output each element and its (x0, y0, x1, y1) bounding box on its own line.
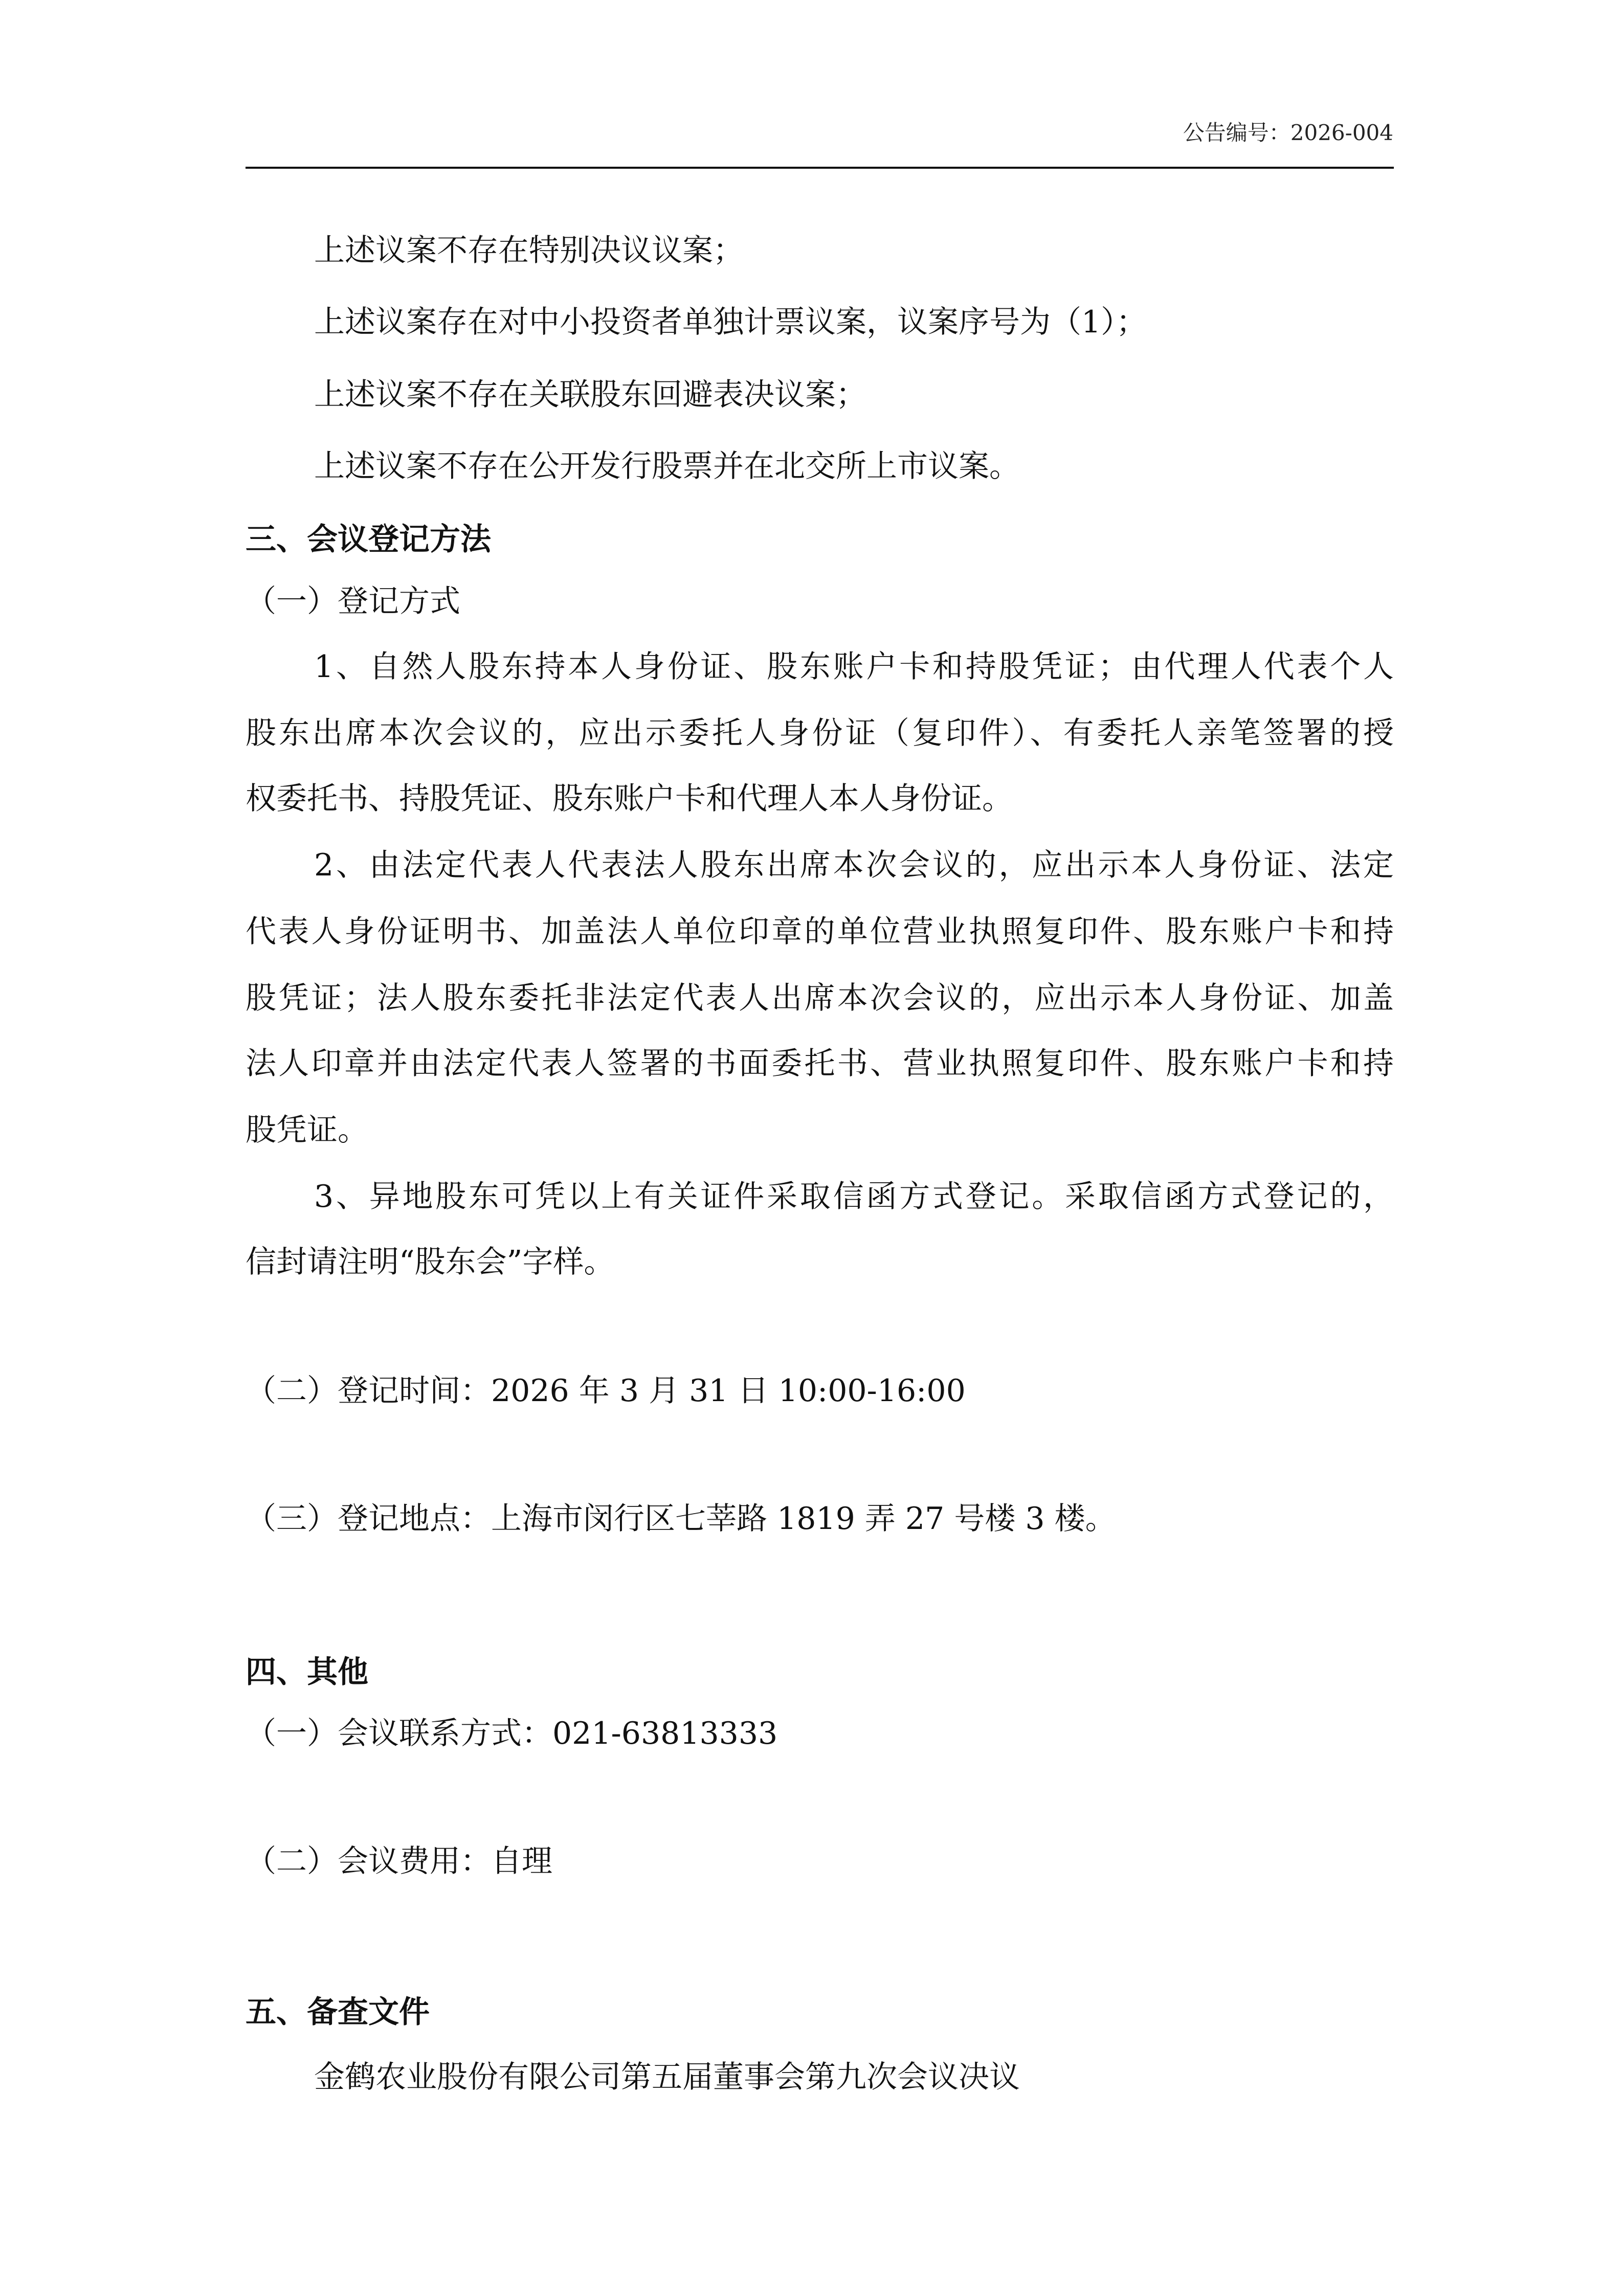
paragraph-line: 1、自然人股东持本人身份证、股东账户卡和持股凭证；由代理人代表个人 (314, 649, 1394, 685)
resolution-note: 上述议案存在对中小投资者单独计票议案，议案序号为（1）； (314, 304, 1147, 340)
contact-info: （一）会议联系方式：021-63813333 (246, 1716, 778, 1751)
subsection-heading: （一）登记方式 (246, 583, 460, 619)
section-heading: 五、备查文件 (246, 1994, 430, 2030)
paragraph-line: 股凭证。 (246, 1112, 368, 1148)
paragraph-line: 信封请注明“股东会”字样。 (246, 1244, 615, 1280)
reference-document: 金鹤农业股份有限公司第五届董事会第九次会议决议 (314, 2059, 1020, 2095)
paragraph-line: 权委托书、持股凭证、股东账户卡和代理人本人身份证。 (246, 781, 1013, 817)
paragraph-line: 股凭证；法人股东委托非法定代表人出席本次会议的，应出示本人身份证、加盖 (246, 980, 1394, 1016)
paragraph-line: 代表人身份证明书、加盖法人单位印章的单位营业执照复印件、股东账户卡和持 (246, 914, 1394, 950)
announcement-code: 公告编号：2026-004 (1183, 120, 1393, 145)
resolution-note: 上述议案不存在公开发行股票并在北交所上市议案。 (314, 448, 1020, 484)
paragraph-line: 2、由法定代表人代表法人股东出席本次会议的，应出示本人身份证、法定 (314, 847, 1394, 883)
header-divider (246, 167, 1394, 169)
resolution-note: 上述议案不存在特别决议议案； (314, 233, 744, 268)
registration-time: （二）登记时间：2026 年 3 月 31 日 10:00-16:00 (246, 1373, 966, 1409)
registration-location: （三）登记地点：上海市闵行区七莘路 1819 弄 27 号楼 3 楼。 (246, 1501, 1116, 1537)
paragraph-line: 法人印章并由法定代表人签署的书面委托书、营业执照复印件、股东账户卡和持 (246, 1046, 1394, 1082)
paragraph-line: 3、异地股东可凭以上有关证件采取信函方式登记。采取信函方式登记的， (314, 1179, 1394, 1214)
paragraph-line: 股东出席本次会议的，应出示委托人身份证（复印件）、有委托人亲笔签署的授 (246, 715, 1394, 751)
meeting-fees: （二）会议费用：自理 (246, 1843, 552, 1879)
section-heading: 三、会议登记方法 (246, 522, 491, 557)
section-heading: 四、其他 (246, 1654, 368, 1690)
resolution-note: 上述议案不存在关联股东回避表决议案； (314, 377, 866, 413)
